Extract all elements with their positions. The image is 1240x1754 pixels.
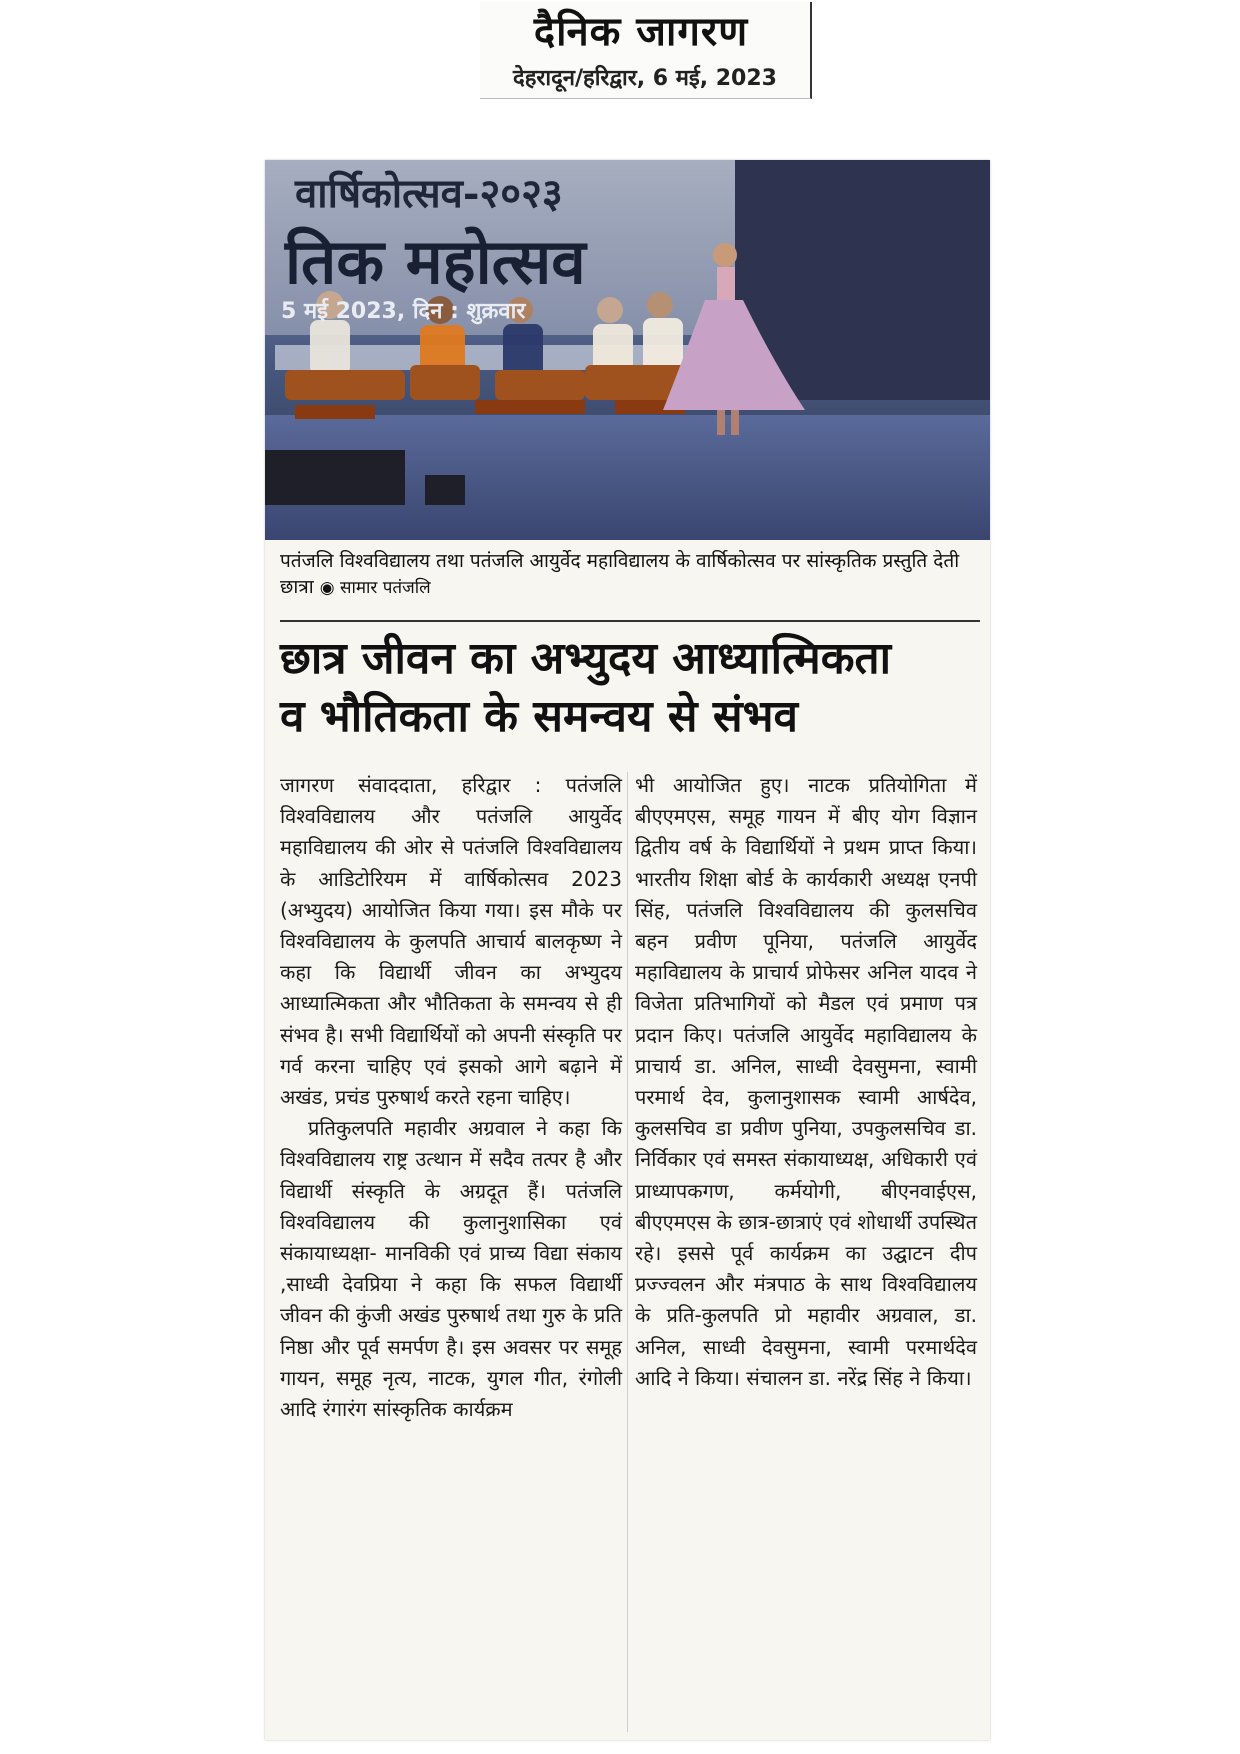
photo-credit: सामार पतंजलि [339, 578, 431, 598]
camera-icon: ◉ [319, 578, 340, 598]
newspaper-name: दैनिक जागरण [533, 9, 749, 55]
photo-banner-line-1: वार्षिकोत्सव-२०२३ [295, 170, 563, 217]
photo-banner-line-3: 5 मई 2023, दिन : शुक्रवार [281, 299, 526, 324]
dateline: देहरादून/हरिद्वार, 6 मई, 2023 [513, 66, 777, 91]
article-paragraph: प्रतिकुलपति महावीर अग्रवाल ने कहा कि विश्वविद्यालय राष्ट्र उत्थान में सदैव तत्पर है और विद्यार्थी संस्कृति के अग्रदूत हैं। पतंजलि विश्वविद्यालय की कुलानुशासिका एवं संकायाध्यक्षा- मानविकी एवं प्राच्य विद्या संकाय ,साध्वी देवप्रिया ने कहा कि सफल विद्यार्थी जीवन की कुंजी अखंड पुरुषार्थ तथा गुरु के प्रति निष्ठा और पूर्व समर्पण है। इस अवसर पर समूह गायन, समूह नृत्य, नाटक, युगल गीत, रंगोली आदि रंगारंग सांस्कृतिक कार्यक्रम [280, 1116, 622, 1422]
photo-banner-line-2: तिक महोत्सव [285, 225, 586, 298]
article-column-right [635, 770, 977, 1394]
caption-text: पतंजलि विश्वविद्यालय तथा पतंजलि आयुर्वेद महाविद्यालय के वार्षिकोत्सव पर सांस्कृतिक प्रस्तुति देती छात्रा [280, 550, 960, 598]
news-clipping [265, 160, 990, 1740]
event-photo [265, 160, 990, 540]
article-headline [280, 630, 985, 746]
column-divider [627, 772, 628, 1732]
article-paragraph: भी आयोजित हुए। नाटक प्रतियोगिता में बीएएमएस, समूह गायन में बीए योग विज्ञान द्वितीय वर्ष के विद्यार्थियों ने प्रथम प्राप्त किया। भारतीय शिक्षा बोर्ड के कार्यकारी अध्यक्ष एनपी सिंह, पतंजलि विश्वविद्यालय की कुलसचिव बहन प्रवीण पूनिया, पतंजलि आयुर्वेद महाविद्यालय के प्राचार्य प्रोफेसर अनिल यादव ने विजेता प्रतिभागियों को मैडल एवं प्रमाण पत्र प्रदान किए। पतंजलि आयुर्वेद महाविद्यालय के प्राचार्य डा. अनिल, साध्वी देवसुमना, स्वामी परमार्थ देव, कुलानुशासक स्वामी आर्षदेव, कुलसचिव डा प्रवीण पुनिया, उपकुलसचिव डा. निर्विकार एवं समस्त संकायाध्यक्ष, अधिकारी एवं प्राध्यापकगण, कर्मयोगी, बीएनवाईएस, बीएएमएस के छात्र-छात्राएं एवं शोधार्थी उपस्थित रहे। इससे पूर्व कार्यक्रम का उद्घाटन दीप प्रज्ज्वलन और मंत्रपाठ के साथ विश्वविद्यालय के प्रति-कुलपति प्रो महावीर अग्रवाल, डा. अनिल, साध्वी देवसुमना, स्वामी परमार्थदेव आदि ने किया। संचालन डा. नरेंद्र सिंह ने किया। [635, 773, 977, 1390]
article-column-left [280, 770, 622, 1425]
headline-line-1: छात्र जीवन का अभ्युदय आध्यात्मिकता [280, 633, 892, 684]
article-paragraph: जागरण संवाददाता, हरिद्वार : पतंजलि विश्वविद्यालय और पतंजलि आयुर्वेद महाविद्यालय की ओर से पतंजलि विश्वविद्यालय के आडिटोरियम में वार्षिकोत्सव 2023 (अभ्युदय) आयोजित किया गया। इस मौके पर विश्वविद्यालय के कुलपति आचार्य बालकृष्ण ने कहा कि विद्यार्थी जीवन का अभ्युदय आध्यात्मिकता और भौतिकता के समन्वय से ही संभव है। सभी विद्यार्थियों को अपनी संस्कृति पर गर्व करना चाहिए एवं इसको आगे बढ़ाने में अखंड, प्रचंड पुरुषार्थ करते रहना चाहिए। [280, 773, 622, 1110]
divider-rule [280, 620, 980, 622]
photo-caption [280, 548, 980, 601]
newspaper-masthead [480, 2, 812, 99]
headline-line-2: व भौतिकता के समन्वय से संभव [280, 691, 798, 742]
